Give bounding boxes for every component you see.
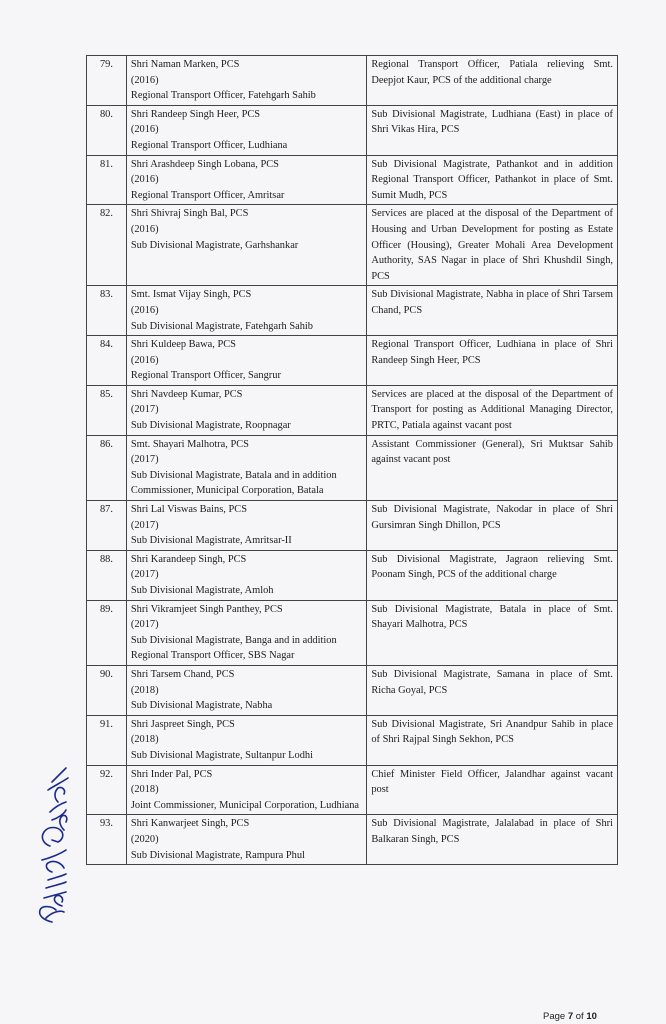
current-posting: Sub Divisional Magistrate, Banga and in addition Regional Transport Officer, SBS Nagar <box>130 634 337 662</box>
table-row <box>87 501 618 551</box>
table-row <box>87 286 618 336</box>
table-row <box>87 715 618 765</box>
officer-cell <box>126 815 366 865</box>
officer-batch: (2018) <box>130 684 159 696</box>
table-row <box>87 600 618 665</box>
officer-name: Shri Navdeep Kumar, PCS <box>130 388 243 400</box>
serial-number: 82. <box>87 205 127 286</box>
table-row <box>87 336 618 386</box>
officer-cell <box>126 205 366 286</box>
table-row <box>87 105 618 155</box>
current-posting: Sub Divisional Magistrate, Rampura Phul <box>130 849 305 861</box>
serial-number: 84. <box>87 336 127 386</box>
officer-name: Smt. Shayari Malhotra, PCS <box>130 438 249 450</box>
officer-cell <box>126 56 366 106</box>
officer-name: Shri Tarsem Chand, PCS <box>130 668 235 680</box>
serial-number: 86. <box>87 435 127 500</box>
current-posting: Sub Divisional Magistrate, Roopnagar <box>130 420 291 432</box>
officer-name: Smt. Ismat Vijay Singh, PCS <box>130 289 252 301</box>
new-posting: Sub Divisional Magistrate, Ludhiana (East) in place of Shri Vikas Hira, PCS <box>367 105 618 155</box>
handwritten-signature <box>22 760 82 930</box>
serial-number: 90. <box>87 665 127 715</box>
page-prefix: Page <box>543 1011 568 1022</box>
officer-cell <box>126 765 366 815</box>
transfer-table-body <box>87 56 618 865</box>
current-page: 7 <box>567 1011 574 1022</box>
officer-batch: (2018) <box>130 734 159 746</box>
officer-cell <box>126 600 366 665</box>
new-posting: Sub Divisional Magistrate, Samana in place of Smt. Richa Goyal, PCS <box>367 665 618 715</box>
current-posting: Joint Commissioner, Municipal Corporation, Ludhiana <box>130 799 360 811</box>
serial-number: 85. <box>87 385 127 435</box>
current-posting: Regional Transport Officer, Ludhiana <box>130 139 288 151</box>
officer-cell <box>126 336 366 386</box>
table-row <box>87 765 618 815</box>
table-row <box>87 205 618 286</box>
current-posting: Sub Divisional Magistrate, Sultanpur Lodhi <box>130 749 314 761</box>
officer-name: Shri Naman Marken, PCS <box>130 59 240 70</box>
officer-name: Shri Vikramjeet Singh Panthey, PCS <box>130 603 283 615</box>
current-posting: Sub Divisional Magistrate, Garhshankar <box>130 239 299 251</box>
current-posting: Regional Transport Officer, Sangrur <box>130 370 281 382</box>
officer-batch: (2017) <box>130 569 159 581</box>
officer-name: Shri Randeep Singh Heer, PCS <box>130 108 261 120</box>
current-posting: Regional Transport Officer, Fatehgarh Sahib <box>130 90 316 102</box>
transfer-order-table <box>86 55 618 865</box>
total-pages: 10 <box>586 1011 597 1022</box>
new-posting: Assistant Commissioner (General), Sri Muktsar Sahib against vacant post <box>367 435 618 500</box>
serial-number: 87. <box>87 501 127 551</box>
table-row <box>87 56 618 106</box>
officer-name: Shri Kuldeep Bawa, PCS <box>130 339 236 351</box>
new-posting: Sub Divisional Magistrate, Jalalabad in place of Shri Balkaran Singh, PCS <box>367 815 618 865</box>
officer-batch: (2016) <box>130 124 159 136</box>
officer-batch: (2016) <box>130 174 159 186</box>
serial-number: 81. <box>87 155 127 205</box>
officer-batch: (2016) <box>130 304 159 316</box>
new-posting: Services are placed at the disposal of the Department of Housing and Urban Development for posting as Estate Officer (Housing), Greater Mohali Area Development Authority, SAS Nagar in place of Shri Khushdil Singh, PCS <box>367 205 618 286</box>
new-posting: Sub Divisional Magistrate, Nabha in place of Shri Tarsem Chand, PCS <box>367 286 618 336</box>
serial-number: 79. <box>87 56 127 106</box>
officer-batch: (2020) <box>130 833 159 845</box>
page-number <box>543 1011 597 1022</box>
current-posting: Sub Divisional Magistrate, Batala and in addition Commissioner, Municipal Corporation, Batala <box>130 469 337 497</box>
new-posting: Sub Divisional Magistrate, Batala in place of Smt. Shayari Malhotra, PCS <box>367 600 618 665</box>
officer-cell <box>126 385 366 435</box>
officer-name: Shri Shivraj Singh Bal, PCS <box>130 208 249 220</box>
current-posting: Sub Divisional Magistrate, Amritsar-II <box>130 535 292 547</box>
officer-name: Shri Jaspreet Singh, PCS <box>130 718 235 730</box>
table-row <box>87 815 618 865</box>
current-posting: Regional Transport Officer, Amritsar <box>130 189 285 201</box>
officer-batch: (2016) <box>130 74 159 86</box>
new-posting: Sub Divisional Magistrate, Nakodar in place of Shri Gursimran Singh Dhillon, PCS <box>367 501 618 551</box>
new-posting: Regional Transport Officer, Patiala relieving Smt. Deepjot Kaur, PCS of the additional charge <box>367 56 618 106</box>
new-posting: Services are placed at the disposal of the Department of Transport for posting as Additional Managing Director, PRTC, Patiala against vacant post <box>367 385 618 435</box>
officer-cell <box>126 665 366 715</box>
officer-cell <box>126 435 366 500</box>
officer-cell <box>126 105 366 155</box>
new-posting: Regional Transport Officer, Ludhiana in place of Shri Randeep Singh Heer, PCS <box>367 336 618 386</box>
table-row <box>87 155 618 205</box>
current-posting: Sub Divisional Magistrate, Amloh <box>130 585 274 596</box>
page-of: of <box>573 1011 587 1022</box>
officer-cell <box>126 715 366 765</box>
new-posting: Sub Divisional Magistrate, Jagraon relieving Smt. Poonam Singh, PCS of the additional charge <box>367 550 618 600</box>
officer-batch: (2016) <box>130 354 159 366</box>
new-posting: Sub Divisional Magistrate, Pathankot and in addition Regional Transport Officer, Pathankot in place of Smt. Sumit Mudh, PCS <box>367 155 618 205</box>
table-row <box>87 435 618 500</box>
officer-batch: (2018) <box>130 784 159 796</box>
officer-batch: (2017) <box>130 454 159 466</box>
officer-batch: (2016) <box>130 223 159 235</box>
officer-cell <box>126 501 366 551</box>
officer-cell <box>126 550 366 600</box>
serial-number: 91. <box>87 715 127 765</box>
officer-cell <box>126 286 366 336</box>
table-row <box>87 385 618 435</box>
serial-number: 89. <box>87 600 127 665</box>
serial-number: 92. <box>87 765 127 815</box>
officer-name: Shri Karandeep Singh, PCS <box>130 553 247 565</box>
officer-batch: (2017) <box>130 619 159 631</box>
table-row <box>87 550 618 600</box>
officer-batch: (2017) <box>130 519 159 531</box>
serial-number: 93. <box>87 815 127 865</box>
current-posting: Sub Divisional Magistrate, Fatehgarh Sahib <box>130 320 313 332</box>
table-row <box>87 665 618 715</box>
officer-batch: (2017) <box>130 404 159 416</box>
serial-number: 80. <box>87 105 127 155</box>
officer-cell <box>126 155 366 205</box>
new-posting: Sub Divisional Magistrate, Sri Anandpur Sahib in place of Shri Rajpal Singh Sekhon, PCS <box>367 715 618 765</box>
officer-name: Shri Arashdeep Singh Lobana, PCS <box>130 158 279 170</box>
officer-name: Shri Inder Pal, PCS <box>130 768 213 780</box>
serial-number: 83. <box>87 286 127 336</box>
serial-number: 88. <box>87 550 127 600</box>
current-posting: Sub Divisional Magistrate, Nabha <box>130 700 273 712</box>
new-posting: Chief Minister Field Officer, Jalandhar against vacant post <box>367 765 618 815</box>
officer-name: Shri Kanwarjeet Singh, PCS <box>130 818 250 830</box>
officer-name: Shri Lal Viswas Bains, PCS <box>130 504 247 516</box>
